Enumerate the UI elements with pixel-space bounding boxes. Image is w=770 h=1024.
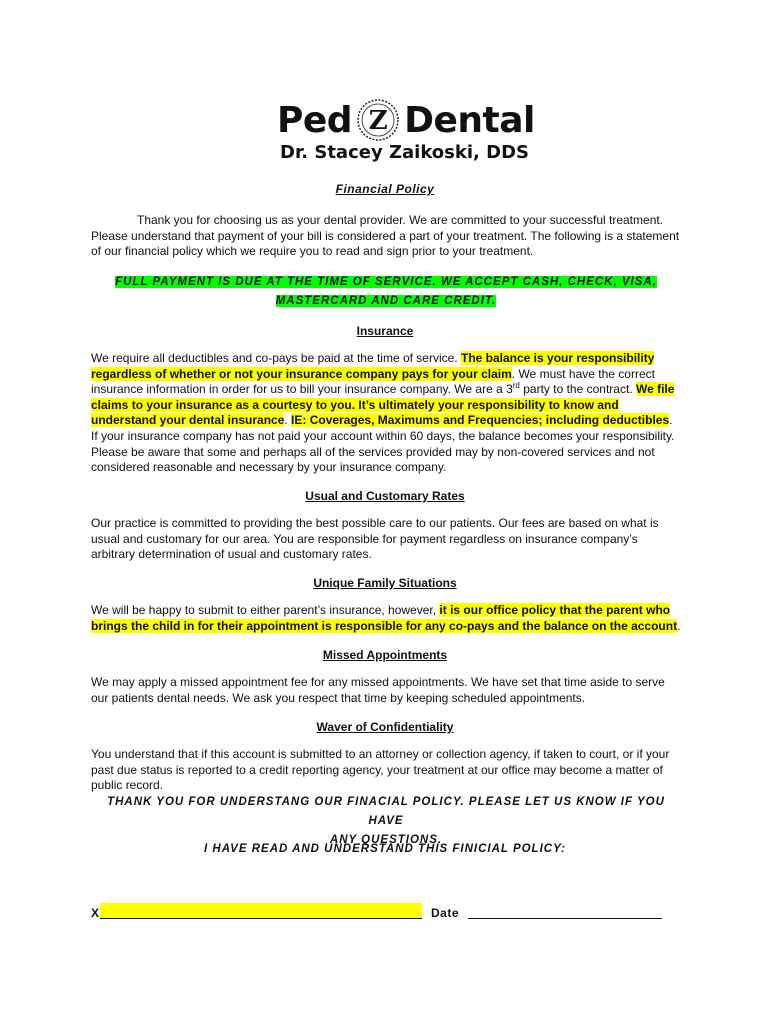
closing-line1: THANK YOU FOR UNDERSTANG OUR FINACIAL POLICY. PLEASE LET US KNOW IF YOU HAVE: [107, 796, 665, 827]
waver-paragraph: You understand that if this account is submitted to an attorney or collection agency, if taken to court, or if your past due status is reported to a credit reporting agency, your treatment at our office may become a matter of public record.: [91, 747, 670, 793]
payment-notice: [91, 273, 681, 311]
section-heading-insurance: Insurance: [356, 324, 414, 338]
date-label: Date: [431, 906, 460, 920]
section-heading-waver: Waver of Confidentiality: [316, 720, 454, 734]
logo-word-ped: Ped: [277, 99, 353, 141]
closing-message: [91, 793, 681, 850]
section-heading-usual-rates: Usual and Customary Rates: [305, 489, 465, 503]
payment-notice-line2: MASTERCARD AND CARE CREDIT.: [275, 295, 497, 307]
section-heading-missed: Missed Appointments: [322, 648, 448, 662]
seal-letter: Z: [368, 106, 388, 136]
logo-word-dental: Dental: [404, 99, 535, 141]
signature-x-label: X: [91, 906, 100, 920]
dentist-name: Dr. Stacey Zaikoski, DDS: [280, 142, 529, 163]
logo-wordmark: [277, 98, 535, 142]
section-heading-family: Unique Family Situations: [313, 576, 457, 590]
intro-paragraph: Thank you for choosing us as your dental provider. We are committed to your successful treatment. Please understand that payment of your bill is considered a part of your treatment. The following is a statement of our financial policy which we require you to read and sign prior to your treatment.: [91, 213, 680, 259]
signature-field[interactable]: [100, 903, 422, 919]
tooth-seal-icon: [356, 98, 400, 142]
acknowledgement-statement: I HAVE READ AND UNDERSTAND THIS FINICIAL POLICY:: [204, 843, 566, 855]
missed-paragraph: We may apply a missed appointment fee for any missed appointments. We have set that time aside to serve our patients dental needs. We ask you respect that time by keeping scheduled appointments.: [91, 675, 665, 705]
payment-notice-line1: FULL PAYMENT IS DUE AT THE TIME OF SERVICE. WE ACCEPT CASH, CHECK, VISA,: [115, 276, 657, 288]
insurance-paragraph: We require all deductibles and co-pays be paid at the time of service. The balance is your responsibility regardless of whether or not your insurance company pays for your claim. We must have the correct insurance information in order for us to bill your insurance company. We are a 3rd party to the contract. We file claims to your insurance as a courtesy to you. It’s ultimately your responsibility to know and understand your dental insurance. IE: Coverages, Maximums and Frequencies; including deductibles. If your insurance company has not paid your account within 60 days, the balance becomes your responsibility. Please be aware that some and perhaps all of the services provided may by non-covered services and not considered reasonable and necessary by your insurance company.: [91, 351, 675, 475]
family-paragraph: We will be happy to submit to either parent’s insurance, however, it is our office policy that the parent who brings the child in for their appointment is responsible for any co-pays and the balance on the account.: [91, 603, 681, 633]
closing-line2: ANY QUESTIONS.: [329, 834, 443, 846]
practice-logo: [0, 98, 770, 168]
document-title: Financial Policy: [335, 182, 435, 196]
usual-rates-paragraph: Our practice is committed to providing the best possible care to our patients. Our fees are based on what is usual and customary for our area. You are responsible for payment regardless on insurance company’s arbitrary determination of usual and customary rates.: [91, 516, 659, 562]
date-field[interactable]: [468, 918, 662, 919]
